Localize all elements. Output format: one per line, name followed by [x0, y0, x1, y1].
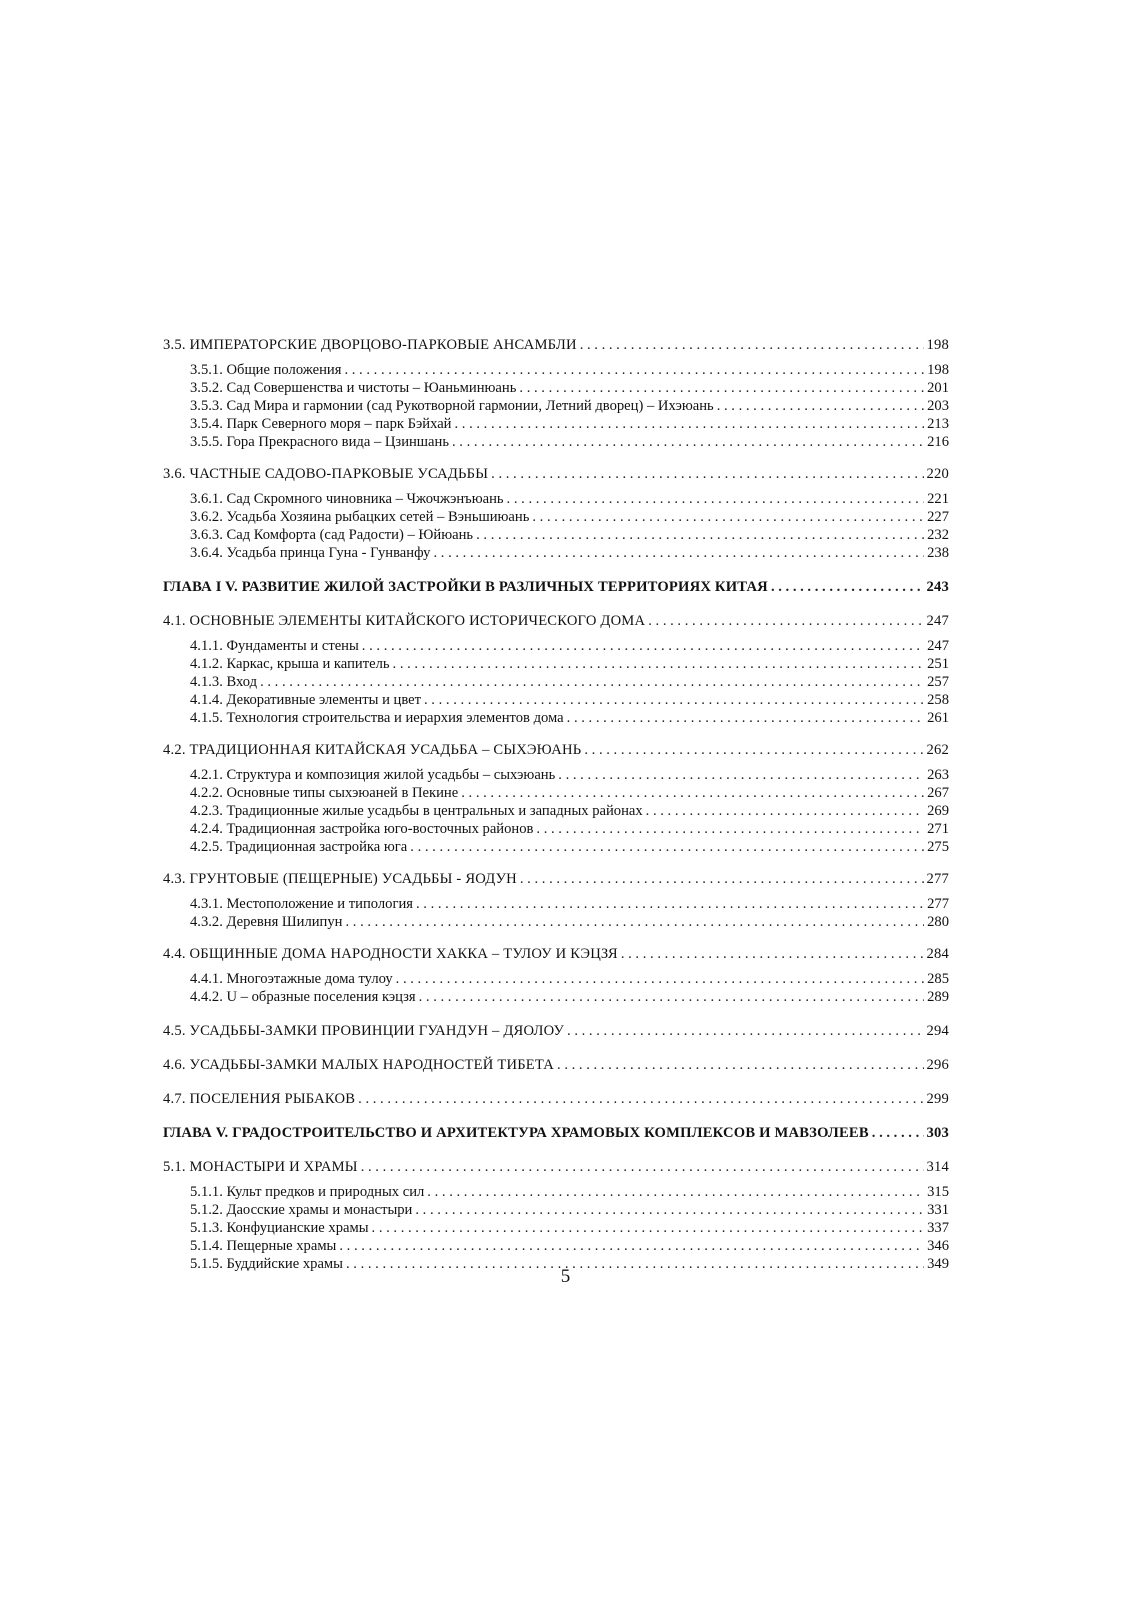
- toc-entry-label: 4.2.2. Основные типы сыхэюаней в Пекине: [190, 785, 459, 801]
- toc-entry-subsection: [163, 766, 949, 784]
- toc-entry-section: [163, 945, 949, 963]
- toc-entry-label: 4.7. ПОСЕЛЕНИЯ РЫБАКОВ: [163, 1091, 356, 1107]
- toc-entry-subsection: [163, 490, 949, 508]
- toc-entry-subsection: [163, 1201, 949, 1219]
- toc-leader-dots: [536, 820, 924, 838]
- toc-entry-page: 203: [927, 398, 949, 414]
- toc-leader-dots: [452, 433, 924, 451]
- toc-entry-subsection: [163, 526, 949, 544]
- toc-entry-page: 267: [927, 785, 949, 801]
- toc-entry-subsection: [163, 415, 949, 433]
- toc-entry-label: ГЛАВА I V. РАЗВИТИЕ ЖИЛОЙ ЗАСТРОЙКИ В РАЗЛИЧНЫХ ТЕРРИТОРИЯХ КИТАЯ: [163, 579, 768, 595]
- toc-entry-page: 303: [926, 1125, 949, 1141]
- toc-leader-dots: [362, 637, 924, 655]
- toc-entry-label: 4.5. УСАДЬБЫ-ЗАМКИ ПРОВИНЦИИ ГУАНДУН – ДЯОЛОУ: [163, 1023, 565, 1039]
- toc-entry-subsection: [163, 637, 949, 655]
- toc-entry-label: 3.6.2. Усадьба Хозяина рыбацких сетей – Вэньшиюань: [190, 509, 530, 525]
- toc-entry-section: [163, 612, 949, 630]
- toc-leader-dots: [646, 802, 924, 820]
- toc-entry-page: 258: [927, 692, 949, 708]
- toc-leader-dots: [580, 336, 924, 354]
- toc-entry-page: 277: [926, 871, 949, 887]
- toc-leader-dots: [416, 895, 924, 913]
- toc-entry-page: 314: [926, 1159, 949, 1175]
- toc-entry-page: 285: [927, 971, 949, 987]
- toc-leader-dots: [872, 1124, 924, 1142]
- toc-entry-label: 4.1.4. Декоративные элементы и цвет: [190, 692, 421, 708]
- toc-entry-subsection: [163, 988, 949, 1006]
- toc-leader-dots: [520, 870, 924, 888]
- toc-entry-page: 269: [927, 803, 949, 819]
- toc-entry-label: 4.1.2. Каркас, крыша и капитель: [190, 656, 390, 672]
- toc-entry-label: 4.3.2. Деревня Шилипун: [190, 914, 343, 930]
- toc-entry-page: 277: [927, 896, 949, 912]
- toc-entry-page: 232: [927, 527, 949, 543]
- toc-entry-page: 289: [927, 989, 949, 1005]
- toc-leader-dots: [393, 655, 925, 673]
- toc-entry-page: 299: [926, 1091, 949, 1107]
- toc-entry-page: 284: [926, 946, 949, 962]
- toc-leader-dots: [427, 1183, 924, 1201]
- toc-leader-dots: [491, 465, 923, 483]
- toc-entry-subsection: [163, 1237, 949, 1255]
- toc-entry-label: 4.4.1. Многоэтажные дома тулоу: [190, 971, 393, 987]
- toc-entry-subsection: [163, 820, 949, 838]
- toc-entry-subsection: [163, 433, 949, 451]
- toc-entry-subsection: [163, 802, 949, 820]
- toc-entry-label: 5.1.2. Даосские храмы и монастыри: [190, 1202, 413, 1218]
- toc-entry-label: 4.4. ОБЩИННЫЕ ДОМА НАРОДНОСТИ ХАККА – ТУЛОУ И КЭЦЗЯ: [163, 946, 618, 962]
- toc-leader-dots: [361, 1158, 924, 1176]
- toc-entry-label: 5.1.1. Культ предков и природных сил: [190, 1184, 425, 1200]
- toc-entry-label: 4.6. УСАДЬБЫ-ЗАМКИ МАЛЫХ НАРОДНОСТЕЙ ТИБЕТА: [163, 1057, 555, 1073]
- toc-leader-dots: [396, 970, 924, 988]
- toc-entry-page: 346: [927, 1238, 949, 1254]
- toc-leader-dots: [454, 415, 924, 433]
- toc-entry-page: 213: [927, 416, 949, 432]
- toc-entry-page: 220: [926, 466, 949, 482]
- toc-entry-page: 227: [927, 509, 949, 525]
- page-number: 5: [560, 1266, 571, 1287]
- toc-leader-dots: [567, 709, 924, 727]
- toc-entry-page: 262: [926, 742, 949, 758]
- toc-entry-label: 4.1.3. Вход: [190, 674, 258, 690]
- toc-entry-page: 280: [927, 914, 949, 930]
- toc-entry-page: 315: [927, 1184, 949, 1200]
- toc-entry-page: 261: [927, 710, 949, 726]
- toc-entry-label: 4.2.5. Традиционная застройка юга: [190, 839, 408, 855]
- toc-entry-label: 4.1.1. Фундаменты и стены: [190, 638, 359, 654]
- toc-entry-label: 5.1.3. Конфуцианские храмы: [190, 1220, 369, 1236]
- toc-entry-page: 263: [927, 767, 949, 783]
- toc-entry-page: 243: [926, 579, 949, 595]
- toc-entry-label: 5.1.5. Буддийские храмы: [190, 1256, 343, 1272]
- toc-entry-page: 221: [927, 491, 949, 507]
- toc-leader-dots: [339, 1237, 924, 1255]
- toc-entry-label: 3.5. ИМПЕРАТОРСКИЕ ДВОРЦОВО-ПАРКОВЫЕ АНСАМБЛИ: [163, 337, 577, 353]
- toc-leader-dots: [621, 945, 924, 963]
- toc-leader-dots: [419, 988, 925, 1006]
- toc-entry-subsection: [163, 655, 949, 673]
- toc-leader-dots: [557, 1056, 923, 1074]
- toc-entry-label: 5.1. МОНАСТЫРИ И ХРАМЫ: [163, 1159, 358, 1175]
- toc-entry-page: 238: [927, 545, 949, 561]
- toc-entry-label: ГЛАВА V. ГРАДОСТРОИТЕЛЬСТВО И АРХИТЕКТУРА ХРАМОВЫХ КОМПЛЕКСОВ И МАВЗОЛЕЕВ: [163, 1125, 869, 1141]
- toc-entry-page: 296: [926, 1057, 949, 1073]
- toc-entry-page: 275: [927, 839, 949, 855]
- toc-entry-subsection: [163, 709, 949, 727]
- toc-leader-dots: [344, 361, 924, 379]
- toc-leader-dots: [358, 1090, 923, 1108]
- toc-entry-section: [163, 1056, 949, 1074]
- toc-entry-label: 4.2.3. Традиционные жилые усадьбы в центральных и западных районах: [190, 803, 643, 819]
- toc-leader-dots: [372, 1219, 925, 1237]
- toc-entry-label: 3.6.3. Сад Комфорта (сад Радости) – Юйюань: [190, 527, 474, 543]
- toc-entry-page: 257: [927, 674, 949, 690]
- toc-leader-dots: [461, 784, 924, 802]
- toc-entry-subsection: [163, 673, 949, 691]
- toc-entry-label: 4.2.4. Традиционная застройка юго-восточных районов: [190, 821, 534, 837]
- toc-entry-page: 349: [927, 1256, 949, 1272]
- toc-entry-subsection: [163, 397, 949, 415]
- toc-leader-dots: [558, 766, 924, 784]
- toc-entry-subsection: [163, 1219, 949, 1237]
- toc-entry-label: 3.5.3. Сад Мира и гармонии (сад Рукотворной гармонии, Летний дворец) – Ихэюань: [190, 398, 714, 414]
- toc-entry-page: 294: [926, 1023, 949, 1039]
- toc-leader-dots: [476, 526, 924, 544]
- toc-entry-label: 3.5.2. Сад Совершенства и чистоты – Юаньминюань: [190, 380, 517, 396]
- toc-entry-page: 198: [927, 362, 949, 378]
- toc-leader-dots: [345, 913, 924, 931]
- toc-entry-label: 4.1.5. Технология строительства и иерархия элементов дома: [190, 710, 564, 726]
- toc-leader-dots: [532, 508, 924, 526]
- toc-leader-dots: [433, 544, 924, 562]
- toc-entry-section: [163, 741, 949, 759]
- toc-entry-subsection: [163, 361, 949, 379]
- toc-entry-subsection: [163, 544, 949, 562]
- toc-entry-label: 4.4.2. U – образные поселения кэцзя: [190, 989, 416, 1005]
- toc-entry-page: 247: [926, 613, 949, 629]
- table-of-contents: [163, 336, 949, 1273]
- toc-entry-subsection: [163, 784, 949, 802]
- toc-entry-page: 337: [927, 1220, 949, 1236]
- toc-entry-section: [163, 336, 949, 354]
- toc-leader-dots: [260, 673, 924, 691]
- toc-entry-page: 251: [927, 656, 949, 672]
- toc-leader-dots: [717, 397, 924, 415]
- toc-entry-label: 4.3. ГРУНТОВЫЕ (ПЕЩЕРНЫЕ) УСАДЬБЫ - ЯОДУН: [163, 871, 517, 887]
- toc-entry-subsection: [163, 379, 949, 397]
- toc-entry-section: [163, 1090, 949, 1108]
- toc-entry-subsection: [163, 838, 949, 856]
- toc-entry-chapter: [163, 578, 949, 596]
- toc-entry-section: [163, 870, 949, 888]
- toc-leader-dots: [410, 838, 924, 856]
- toc-entry-label: 3.5.4. Парк Северного моря – парк Бэйхай: [190, 416, 452, 432]
- toc-entry-label: 4.2.1. Структура и композиция жилой усадьбы – сыхэюань: [190, 767, 556, 783]
- toc-entry-section: [163, 465, 949, 483]
- toc-leader-dots: [424, 691, 924, 709]
- toc-entry-label: 3.5.1. Общие положения: [190, 362, 342, 378]
- toc-entry-subsection: [163, 691, 949, 709]
- toc-entry-page: 247: [927, 638, 949, 654]
- toc-entry-chapter: [163, 1124, 949, 1142]
- toc-leader-dots: [415, 1201, 924, 1219]
- toc-entry-subsection: [163, 913, 949, 931]
- toc-entry-page: 198: [926, 337, 949, 353]
- toc-entry-subsection: [163, 895, 949, 913]
- toc-entry-section: [163, 1022, 949, 1040]
- toc-leader-dots: [567, 1022, 923, 1040]
- toc-leader-dots: [771, 578, 924, 596]
- toc-entry-label: 3.6.1. Сад Скромного чиновника – Чжочжэнъюань: [190, 491, 504, 507]
- toc-entry-label: 3.6.4. Усадьба принца Гуна - Гунванфу: [190, 545, 431, 561]
- toc-entry-label: 4.3.1. Местоположение и типология: [190, 896, 413, 912]
- toc-leader-dots: [519, 379, 924, 397]
- toc-leader-dots: [648, 612, 923, 630]
- toc-entry-page: 201: [927, 380, 949, 396]
- toc-entry-section: [163, 1158, 949, 1176]
- toc-entry-page: 331: [927, 1202, 949, 1218]
- toc-entry-page: 216: [927, 434, 949, 450]
- toc-entry-label: 4.1. ОСНОВНЫЕ ЭЛЕМЕНТЫ КИТАЙСКОГО ИСТОРИЧЕСКОГО ДОМА: [163, 613, 646, 629]
- toc-entry-page: 271: [927, 821, 949, 837]
- toc-entry-label: 3.6. ЧАСТНЫЕ САДОВО-ПАРКОВЫЕ УСАДЬБЫ: [163, 466, 489, 482]
- toc-entry-subsection: [163, 970, 949, 988]
- toc-entry-subsection: [163, 508, 949, 526]
- toc-leader-dots: [584, 741, 923, 759]
- toc-entry-subsection: [163, 1183, 949, 1201]
- toc-leader-dots: [507, 490, 925, 508]
- toc-entry-label: 3.5.5. Гора Прекрасного вида – Цзиншань: [190, 434, 449, 450]
- toc-entry-label: 4.2. ТРАДИЦИОННАЯ КИТАЙСКАЯ УСАДЬБА – СЫХЭЮАНЬ: [163, 742, 582, 758]
- toc-entry-label: 5.1.4. Пещерные храмы: [190, 1238, 337, 1254]
